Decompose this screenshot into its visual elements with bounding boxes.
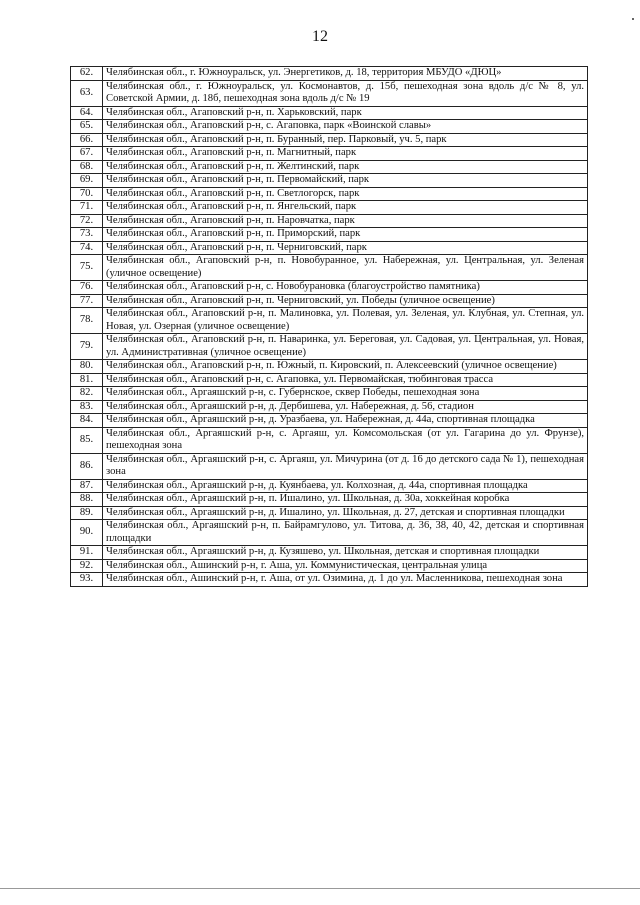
row-address: Челябинская обл., Агаповский р-н, с. Агаповка, парк «Воинской славы»	[103, 120, 588, 134]
row-number: 87.	[71, 479, 103, 493]
table-row	[71, 147, 588, 161]
table-row	[71, 294, 588, 308]
row-number: 64.	[71, 106, 103, 120]
row-number: 75.	[71, 255, 103, 281]
table-row	[71, 506, 588, 520]
row-number: 83.	[71, 400, 103, 414]
table-row	[71, 360, 588, 374]
table-row	[71, 214, 588, 228]
row-address: Челябинская обл., Агаповский р-н, с. Новобурановка (благоустройство памятника)	[103, 281, 588, 295]
table-row	[71, 546, 588, 560]
row-address: Челябинская обл., Аргаяшский р-н, п. Ишалино, ул. Школьная, д. 30а, хоккейная коробка	[103, 493, 588, 507]
table-row	[71, 308, 588, 334]
table-row	[71, 255, 588, 281]
table-row	[71, 453, 588, 479]
table-row	[71, 520, 588, 546]
table-row	[71, 160, 588, 174]
table-row	[71, 573, 588, 587]
row-address: Челябинская обл., Агаповский р-н, п. Харьковский, парк	[103, 106, 588, 120]
row-address: Челябинская обл., Агаповский р-н, п. Первомайский, парк	[103, 174, 588, 188]
table-row	[71, 373, 588, 387]
row-number: 77.	[71, 294, 103, 308]
scan-mark	[632, 18, 634, 20]
row-number: 84.	[71, 414, 103, 428]
row-address: Челябинская обл., Аргаяшский р-н, д. Ишалино, ул. Школьная, д. 27, детская и спортивная площадки	[103, 506, 588, 520]
table-row	[71, 281, 588, 295]
row-number: 89.	[71, 506, 103, 520]
row-number: 81.	[71, 373, 103, 387]
row-address: Челябинская обл., г. Южноуральск, ул. Космонавтов, д. 15б, пешеходная зона вдоль д/с № 8, ул. Советской Армии, д. 18б, пешеходная зона вдоль д/с № 19	[103, 80, 588, 106]
row-address: Челябинская обл., Агаповский р-н, п. Светлогорск, парк	[103, 187, 588, 201]
row-address: Челябинская обл., Ашинский р-н, г. Аша, ул. Коммунистическая, центральная улица	[103, 559, 588, 573]
table-row	[71, 174, 588, 188]
table-row	[71, 387, 588, 401]
row-number: 90.	[71, 520, 103, 546]
table-row	[71, 133, 588, 147]
row-number: 85.	[71, 427, 103, 453]
row-address: Челябинская обл., Агаповский р-н, п. Малиновка, ул. Полевая, ул. Зеленая, ул. Клубная, ул. Степная, ул. Новая, ул. Озерная (уличное освещение)	[103, 308, 588, 334]
table-row	[71, 559, 588, 573]
row-number: 74.	[71, 241, 103, 255]
table-row	[71, 67, 588, 81]
table-row	[71, 80, 588, 106]
row-number: 82.	[71, 387, 103, 401]
row-address: Челябинская обл., Агаповский р-н, п. Приморский, парк	[103, 228, 588, 242]
row-address: Челябинская обл., Аргаяшский р-н, д. Уразбаева, ул. Набережная, д. 44а, спортивная площадка	[103, 414, 588, 428]
row-address: Челябинская обл., Агаповский р-н, п. Новобуранное, ул. Набережная, ул. Центральная, ул. Зеленая (уличное освещение)	[103, 255, 588, 281]
row-number: 70.	[71, 187, 103, 201]
table-row	[71, 493, 588, 507]
table-row	[71, 241, 588, 255]
row-number: 73.	[71, 228, 103, 242]
row-address: Челябинская обл., Аргаяшский р-н, п. Байрамгулово, ул. Титова, д. 36, 38, 40, 42, детская и спортивная площадки	[103, 520, 588, 546]
row-address: Челябинская обл., Агаповский р-н, п. Магнитный, парк	[103, 147, 588, 161]
table-row	[71, 427, 588, 453]
table-row	[71, 187, 588, 201]
row-address: Челябинская обл., Агаповский р-н, п. Наровчатка, парк	[103, 214, 588, 228]
row-number: 66.	[71, 133, 103, 147]
row-address: Челябинская обл., Ашинский р-н, г. Аша, от ул. Озимина, д. 1 до ул. Масленникова, пешеходная зона	[103, 573, 588, 587]
row-address: Челябинская обл., Агаповский р-н, п. Черниговский, парк	[103, 241, 588, 255]
row-address: Челябинская обл., Аргаяшский р-н, д. Дербишева, ул. Набережная, д. 56, стадион	[103, 400, 588, 414]
table-body	[71, 67, 588, 587]
row-number: 65.	[71, 120, 103, 134]
row-address: Челябинская обл., Аргаяшский р-н, с. Аргаяш, ул. Комсомольская (от ул. Гагарина до ул. Фрунзе), пешеходная зона	[103, 427, 588, 453]
row-address: Челябинская обл., Агаповский р-н, п. Наваринка, ул. Береговая, ул. Садовая, ул. Центральная, ул. Новая, ул. Административная (уличное освещение)	[103, 334, 588, 360]
row-address: Челябинская обл., Агаповский р-н, п. Черниговский, ул. Победы (уличное освещение)	[103, 294, 588, 308]
table-row	[71, 228, 588, 242]
row-address: Челябинская обл., Агаповский р-н, с. Агаповка, ул. Первомайская, тюбинговая трасса	[103, 373, 588, 387]
row-address: Челябинская обл., Агаповский р-н, п. Желтинский, парк	[103, 160, 588, 174]
row-number: 88.	[71, 493, 103, 507]
row-number: 69.	[71, 174, 103, 188]
page-number: 12	[312, 28, 328, 45]
row-address: Челябинская обл., Агаповский р-н, п. Янгельский, парк	[103, 201, 588, 215]
table-row	[71, 201, 588, 215]
row-number: 79.	[71, 334, 103, 360]
row-number: 67.	[71, 147, 103, 161]
bottom-rule	[0, 888, 640, 889]
row-number: 86.	[71, 453, 103, 479]
table-row	[71, 334, 588, 360]
table-row	[71, 106, 588, 120]
row-number: 72.	[71, 214, 103, 228]
row-address: Челябинская обл., Агаповский р-н, п. Буранный, пер. Парковый, уч. 5, парк	[103, 133, 588, 147]
row-address: Челябинская обл., Агаповский р-н, п. Южный, п. Кировский, п. Алексеевский (уличное освещение)	[103, 360, 588, 374]
row-address: Челябинская обл., г. Южноуральск, ул. Энергетиков, д. 18, территория МБУДО «ДЮЦ»	[103, 67, 588, 81]
row-number: 63.	[71, 80, 103, 106]
row-number: 92.	[71, 559, 103, 573]
row-number: 78.	[71, 308, 103, 334]
row-number: 62.	[71, 67, 103, 81]
row-address: Челябинская обл., Аргаяшский р-н, д. Кузяшево, ул. Школьная, детская и спортивная площадки	[103, 546, 588, 560]
row-number: 71.	[71, 201, 103, 215]
row-number: 93.	[71, 573, 103, 587]
table-row	[71, 414, 588, 428]
row-number: 68.	[71, 160, 103, 174]
row-address: Челябинская обл., Аргаяшский р-н, с. Губернское, сквер Победы, пешеходная зона	[103, 387, 588, 401]
locations-table	[70, 66, 588, 587]
table-row	[71, 400, 588, 414]
table-row	[71, 479, 588, 493]
row-number: 76.	[71, 281, 103, 295]
row-address: Челябинская обл., Аргаяшский р-н, с. Аргаяш, ул. Мичурина (от д. 16 до детского сада № 1), пешеходная зона	[103, 453, 588, 479]
row-number: 80.	[71, 360, 103, 374]
row-address: Челябинская обл., Аргаяшский р-н, д. Куянбаева, ул. Колхозная, д. 44а, спортивная площадка	[103, 479, 588, 493]
row-number: 91.	[71, 546, 103, 560]
table-row	[71, 120, 588, 134]
